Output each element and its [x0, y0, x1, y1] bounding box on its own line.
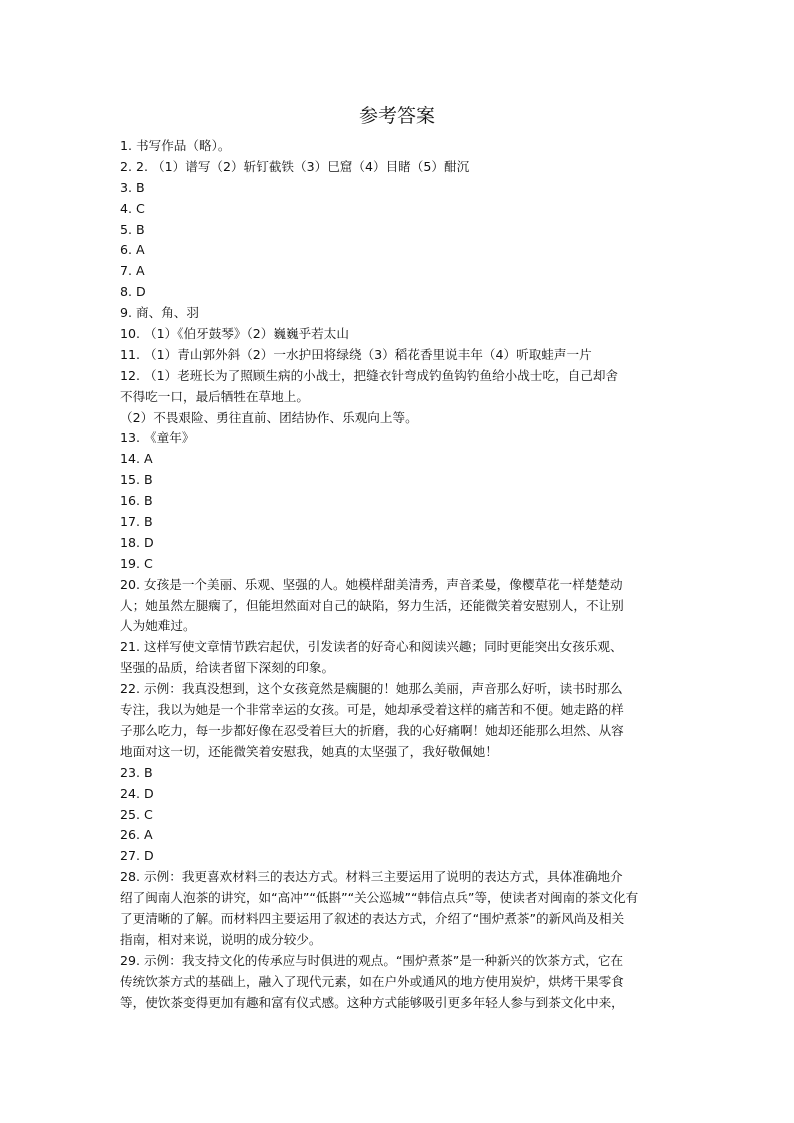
answer-line: （2）不畏艰险、勇往直前、团结协作、乐观向上等。	[120, 409, 418, 425]
answer-line: 23. B	[120, 764, 153, 780]
answer-line: 2. 2. （1）谱写（2）斩钉截铁（3）巳窟（4）目睹（5）酣沉	[120, 158, 470, 174]
answer-line: 19. C	[120, 555, 153, 571]
answer-line: 地面对这一切，还能微笑着安慰我，她真的太坚强了，我好敬佩她！	[120, 743, 498, 759]
answer-line: 4. C	[120, 200, 145, 216]
answer-line: 指南，相对来说，说明的成分较少。	[120, 931, 322, 947]
answer-line: 等，使饮茶变得更加有趣和富有仪式感。这种方式能够吸引更多年轻人参与到茶文化中来，	[120, 994, 624, 1010]
answer-line: 10. （1）《伯牙鼓琴》（2）巍巍乎若太山	[120, 326, 349, 342]
answer-line: 26. A	[120, 827, 153, 843]
answer-line: 1. 书写作品（略）。	[120, 138, 231, 153]
answer-line: 17. B	[120, 514, 153, 530]
answer-line: 22. 示例：我真没想到，这个女孩竟然是瘸腿的！她那么美丽，声音那么好听，读书时那么	[120, 681, 623, 697]
answer-line: 28. 示例：我更喜欢材料三的表达方式。材料三主要运用了说明的表达方式，具体准确地介	[120, 869, 623, 885]
answer-line: 25. C	[120, 806, 153, 822]
answer-line: 16. B	[120, 493, 153, 509]
answer-line: 5. B	[120, 221, 145, 237]
answer-line: 20. 女孩是一个美丽、乐观、坚强的人。她模样甜美清秀，声音柔曼，像樱草花一样楚楚动	[120, 576, 623, 592]
answer-line: 子那么吃力，每一步都好像在忍受着巨大的折磨，我的心好痛啊！她却还能那么坦然、从容	[120, 722, 624, 738]
answer-line: 18. D	[120, 534, 154, 550]
answer-line: 11. （1）青山郭外斜（2）一水护田将绿绕（3）稻花香里说丰年（4）听取蛙声一片	[120, 346, 592, 362]
answer-line: 29. 示例：我支持文化的传承应与时俱进的观点。“围炉煮茶”是一种新兴的饮茶方式，它在	[120, 952, 624, 968]
answer-line: 传统饮茶方式的基础上，融入了现代元素，如在户外或通风的地方使用炭炉，烘烤干果零食	[120, 973, 624, 989]
answer-line: 14. A	[120, 451, 153, 467]
answer-line: 7. A	[120, 263, 145, 279]
answer-line: 坚强的品质，给读者留下深刻的印象。	[120, 660, 335, 676]
answer-line: 8. D	[120, 284, 146, 300]
page-title: 参考答案	[358, 105, 435, 127]
answer-line: 21. 这样写使文章情节跌宕起伏，引发读者的好奇心和阅读兴趣；同时更能突出女孩乐观、	[120, 639, 623, 655]
answer-line: 不得吃一口，最后牺牲在草地上。	[120, 388, 309, 404]
answer-list	[120, 136, 680, 1013]
answer-line: 13. 《童年》	[120, 430, 195, 446]
answer-line: 9. 商、角、羽	[120, 305, 199, 321]
answer-line: 15. B	[120, 472, 153, 488]
answer-line: 3. B	[120, 179, 145, 195]
answer-line: 绍了闽南人泡茶的讲究，如“高冲”“低斟”“关公巡城”“韩信点兵”等，使读者对闽南的茶文化有	[120, 890, 639, 906]
answer-line: 6. A	[120, 242, 145, 258]
answer-line: 24. D	[120, 785, 154, 801]
answer-line: 专注，我以为她是一个非常幸运的女孩。可是，她却承受着这样的痛苦和不便。她走路的样	[120, 702, 624, 718]
answer-line: 12. （1）老班长为了照顾生病的小战士，把缝衣针弯成钓鱼钩钓鱼给小战士吃，自己却舍	[120, 367, 619, 383]
answer-line: 人；她虽然左腿瘸了，但能坦然面对自己的缺陷，努力生活，还能微笑着安慰别人，不让别	[120, 597, 624, 613]
answer-line: 了更清晰的了解。而材料四主要运用了叙述的表达方式，介绍了“围炉煮茶”的新风尚及相关	[120, 910, 625, 926]
answer-line: 27. D	[120, 848, 154, 864]
answer-line: 人为她难过。	[120, 618, 196, 634]
